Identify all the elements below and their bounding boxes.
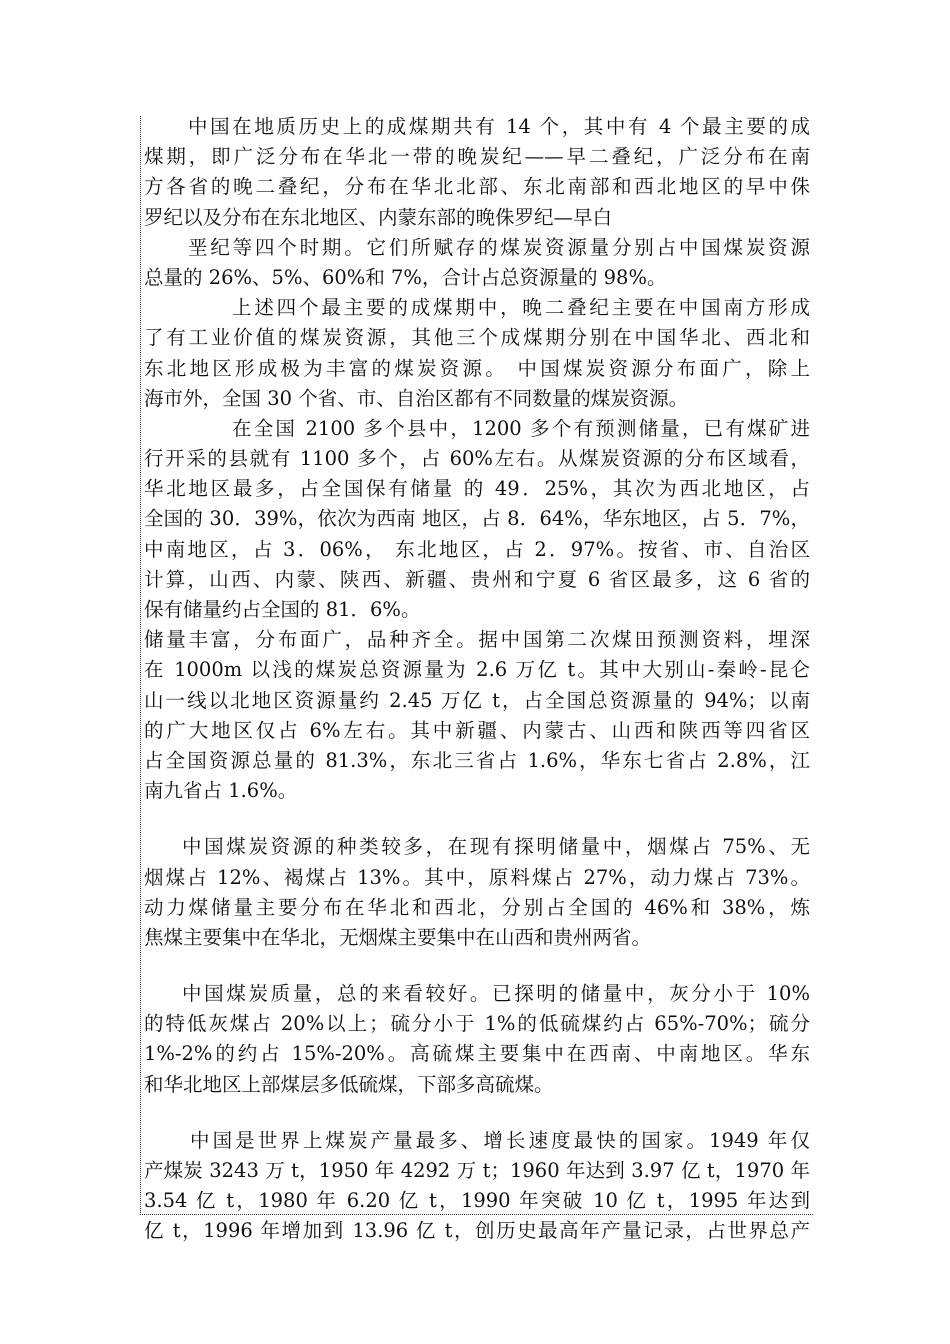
text-line: 中国在地质历史上的成煤期共有 14 个，其中有 4 个最主要的成 (188, 115, 810, 138)
text-line: 方各省的晚二叠纪，分布在华北北部、东北南部和西北地区的早中侏 (144, 175, 810, 199)
text-line: 行开采的县就有 1100 多个，占 60%左右。从煤炭资源的分布区域看， (144, 447, 810, 471)
paragraph-resource-shares (144, 233, 810, 293)
text-line: 总量的 26%、5%、60%和 7%，合计占总资源量的 98%。 (144, 265, 667, 289)
text-line: 东北地区形成极为丰富的煤炭资源。 中国煤炭资源分布面广，除上 (144, 356, 810, 380)
text-line: 烟煤占 12%、褐煤占 13%。其中，原料煤占 27%，动力煤占 73%。 (144, 865, 810, 889)
text-line: 煤期，即广泛分布在华北一带的晚炭纪——早二叠纪，广泛分布在南 (144, 145, 810, 169)
paragraph-coal-types (144, 832, 810, 953)
paragraph-county-distribution (144, 414, 810, 625)
text-line: 海市外，全国 30 个省、市、自治区都有不同数量的煤炭资源。 (144, 386, 689, 410)
text-line: 动力煤储量主要分布在华北和西北，分别占全国的 46%和 38%，炼 (144, 895, 810, 919)
text-line: 产煤炭 3243 万 t，1950 年 4292 万 t；1960 年达到 3.97 亿 t，1970 年 (144, 1159, 810, 1182)
text-line: 储量丰富，分布面广，品种齐全。据中国第二次煤田预测资料，埋深 (144, 628, 810, 652)
text-line: 焦煤主要集中在华北，无烟煤主要集中在山西和贵州两省。 (144, 925, 652, 949)
text-line: 在全国 2100 多个县中，1200 多个有预测储量，已有煤矿进 (232, 416, 810, 440)
document-body (144, 112, 810, 1247)
text-line: 3.54 亿 t，1980 年 6.20 亿 t，1990 年突破 10 亿 t，1995 年达到 (144, 1189, 810, 1213)
text-line: 南九省占 1.6%。 (144, 779, 298, 803)
paragraph-spacer (144, 806, 810, 832)
text-line: 计算，山西、内蒙、陕西、新疆、贵州和宁夏 6 省区最多，这 6 省的 (144, 567, 810, 591)
text-line: 中南地区，占 3．06%， 东北地区，占 2．97%。按省、市、自治区 (144, 537, 810, 561)
text-line: 山一线以北地区资源量约 2.45 万亿 t，占全国总资源量的 94%；以南 (144, 688, 810, 712)
text-line: 亿 t，1996 年增加到 13.96 亿 t，创历史最高年产量记录，占世界总产 (144, 1219, 810, 1243)
paragraph-spacer (144, 1100, 810, 1126)
paragraph-reserves-overview (144, 625, 810, 806)
text-line: 中国是世界上煤炭产量最多、增长速度最快的国家。1949 年仅 (190, 1128, 810, 1152)
text-line: 1%-2%的约占 15%-20%。高硫煤主要集中在西南、中南地区。华东 (144, 1042, 810, 1066)
paragraph-production-history (144, 1126, 810, 1247)
paragraph-coal-forming-periods (144, 112, 810, 233)
text-line: 上述四个最主要的成煤期中，晚二叠纪主要在中国南方形成 (232, 296, 810, 320)
paragraph-regional-formation (144, 293, 810, 414)
text-line: 垩纪等四个时期。它们所赋存的煤炭资源量分别占中国煤炭资源 (188, 235, 810, 259)
paragraph-coal-quality (144, 979, 810, 1100)
text-line: 中国煤炭资源的种类较多，在现有探明储量中，烟煤占 75%、无 (182, 835, 810, 859)
text-line: 和华北地区上部煤层多低硫煤，下部多高硫煤。 (144, 1072, 554, 1096)
text-line: 中国煤炭质量，总的来看较好。已探明的储量中，灰分小于 10% (182, 982, 810, 1006)
text-line: 了有工业价值的煤炭资源，其他三个成煤期分别在中国华北、西北和 (144, 326, 810, 350)
text-line: 保有储量约占全国的 81．6%。 (144, 598, 421, 621)
text-line: 全国的 30．39%，依次为西南 地区，占 8．64%，华东地区，占 5．7%， (144, 507, 810, 531)
text-line: 的广大地区仅占 6%左右。其中新疆、内蒙古、山西和陕西等四省区 (144, 718, 810, 742)
text-line: 的特低灰煤占 20%以上；硫分小于 1%的低硫煤约占 65%-70%；硫分 (144, 1012, 810, 1036)
text-line: 在 1000m 以浅的煤炭总资源量为 2.6 万亿 t。其中大别山-秦岭-昆仑 (144, 658, 810, 682)
text-line: 占全国资源总量的 81.3%，东北三省占 1.6%，华东七省占 2.8%，江 (144, 748, 810, 772)
text-line: 罗纪以及分布在东北地区、内蒙东部的晚侏罗纪—早白 (144, 205, 613, 229)
text-line: 华北地区最多，占全国保有储量 的 49．25%，其次为西北地区，占 (144, 477, 810, 501)
paragraph-spacer (144, 953, 810, 979)
